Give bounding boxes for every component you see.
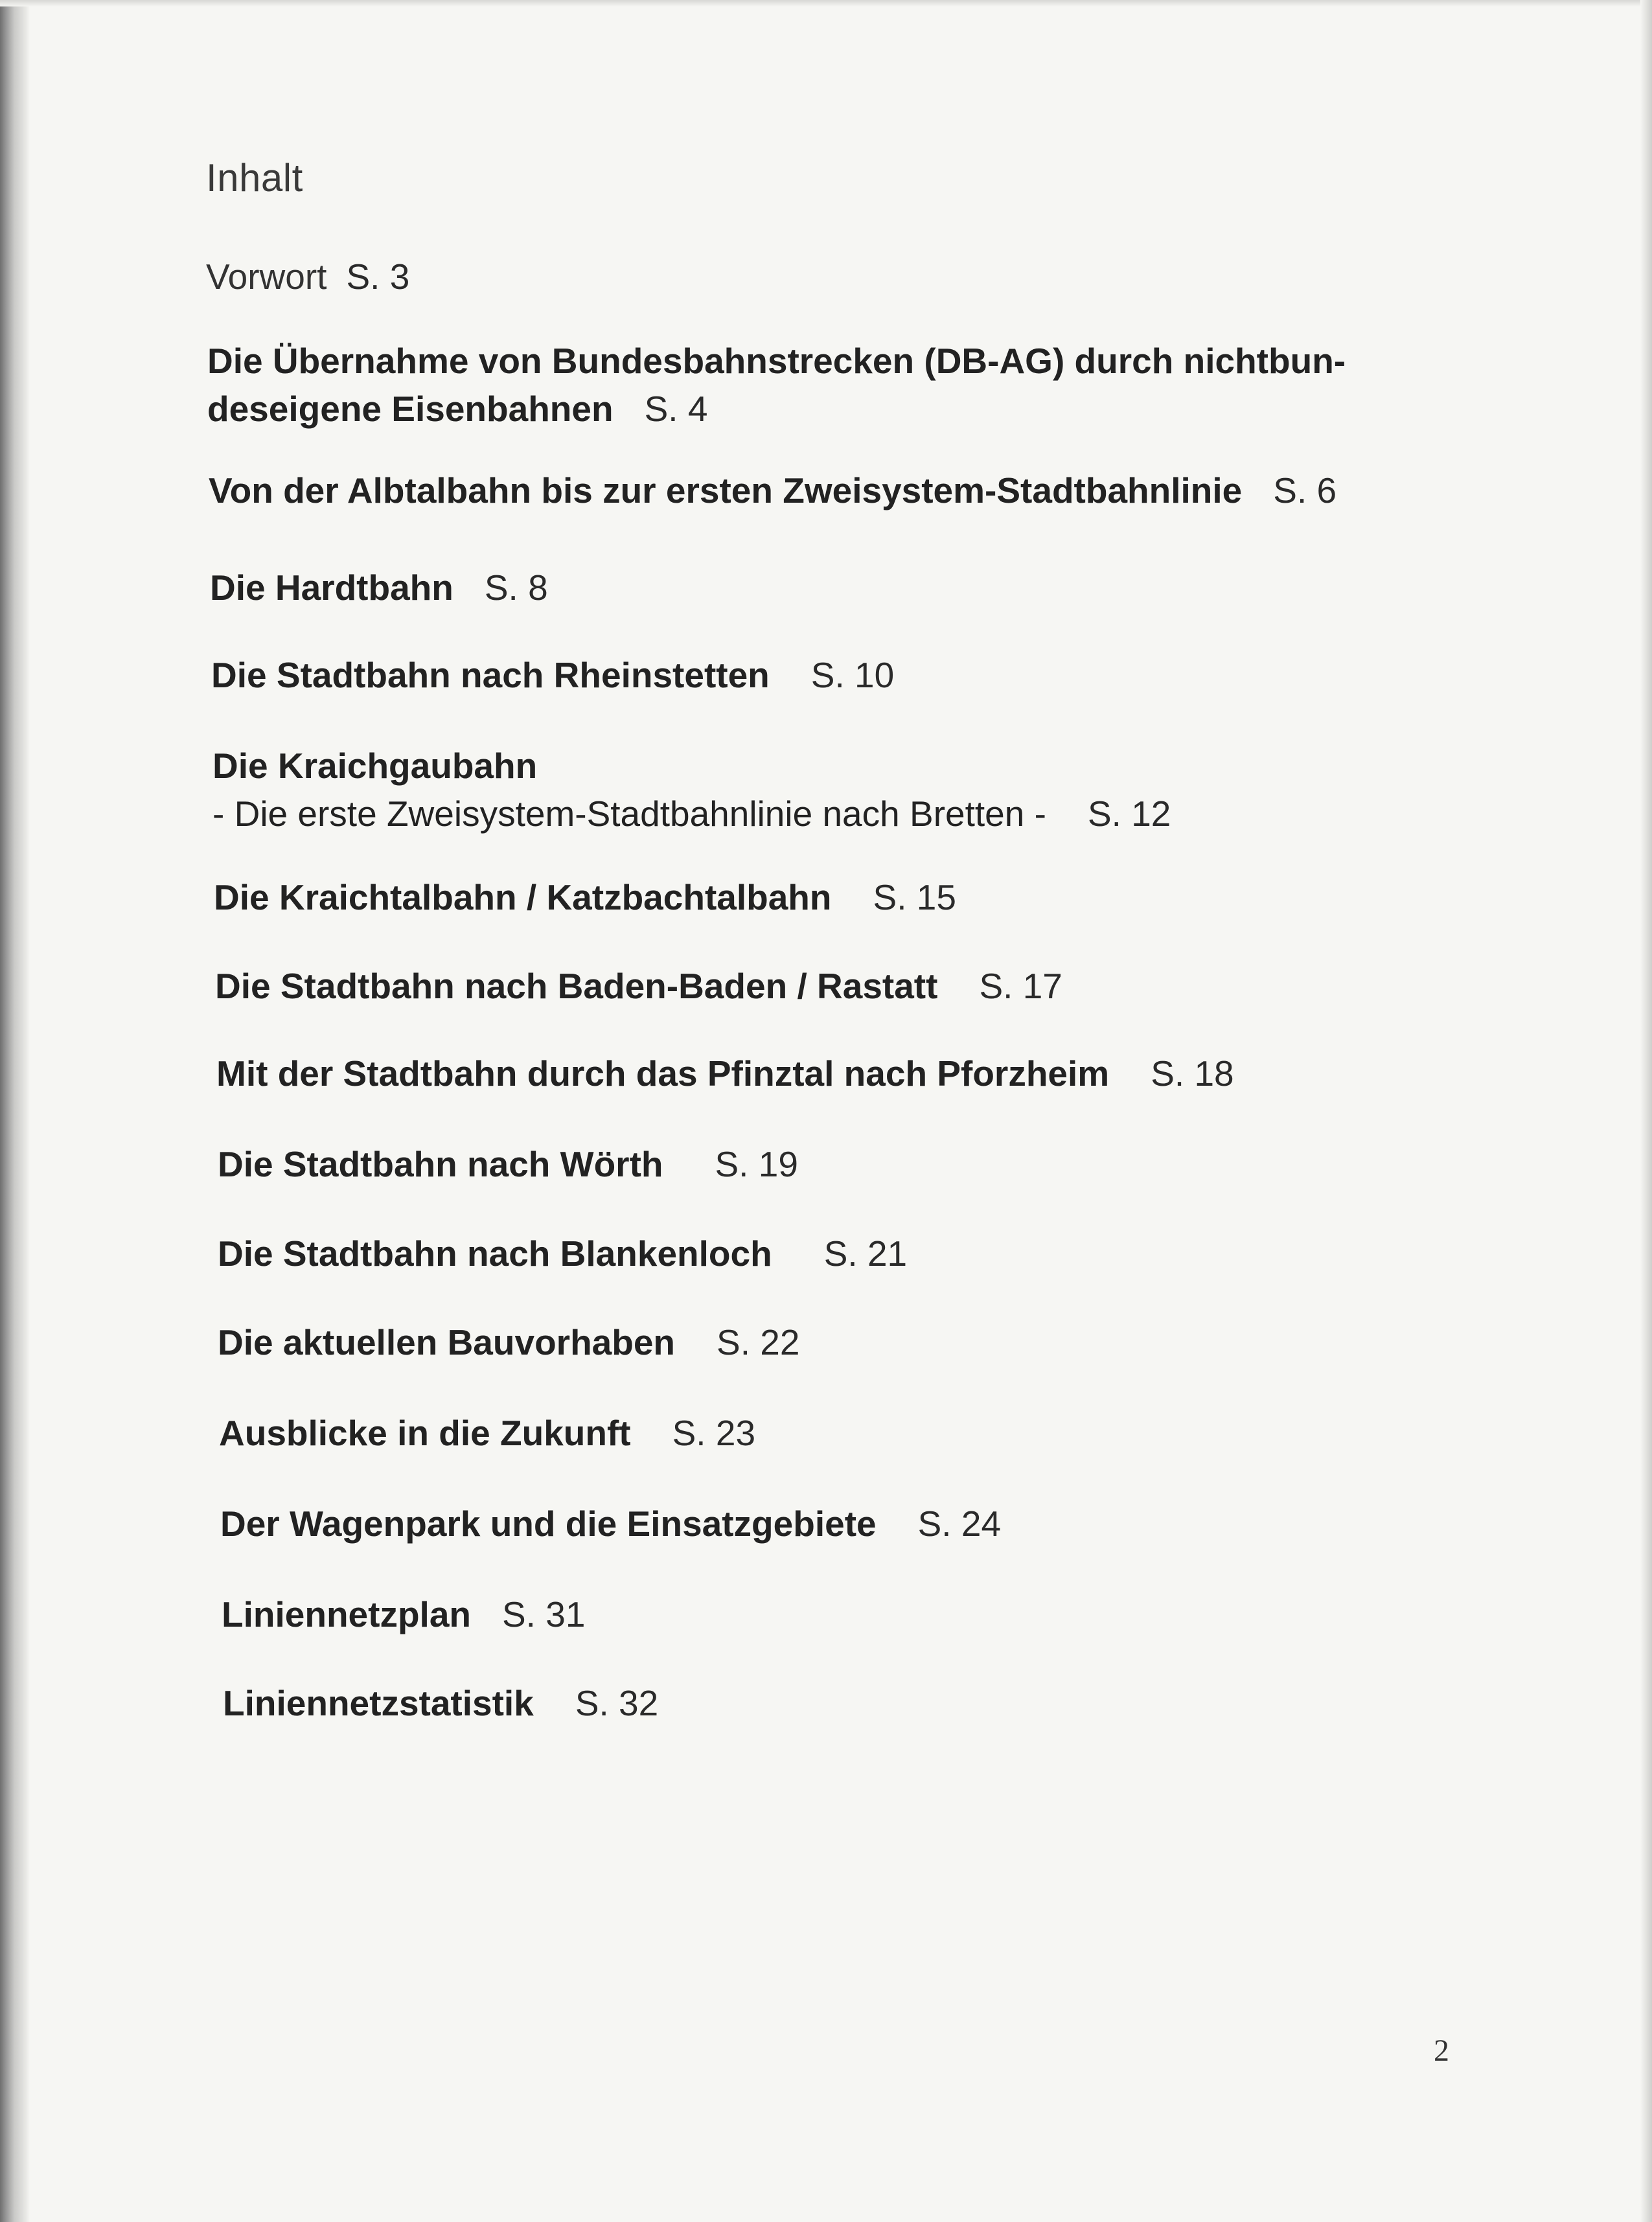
scan-edge-left xyxy=(0,0,30,2222)
toc-entry-title: Liniennetzplan xyxy=(222,1594,471,1634)
toc-entry-hardtbahn xyxy=(210,564,548,612)
toc-entry-kraichgaubahn xyxy=(212,742,1171,838)
toc-entry-page: S. 3 xyxy=(346,257,410,297)
toc-entry-wagenpark xyxy=(220,1500,1001,1548)
toc-entry-page: S. 17 xyxy=(979,966,1062,1006)
toc-entry-vorwort xyxy=(206,253,409,301)
page-title: Inhalt xyxy=(206,156,303,200)
toc-entry-albtalbahn xyxy=(209,466,1337,514)
scan-edge-top xyxy=(0,0,1652,6)
toc-entry-zukunft xyxy=(219,1409,755,1457)
toc-entry-page: S. 18 xyxy=(1151,1053,1234,1094)
toc-entry-baden-baden xyxy=(215,962,1062,1010)
toc-entry-page: S. 22 xyxy=(717,1322,800,1362)
toc-entry-title: Die Kraichgaubahn xyxy=(212,746,538,786)
toc-entry-page: S. 32 xyxy=(575,1683,659,1723)
toc-entry-page: S. 15 xyxy=(873,877,956,917)
toc-entry-page: S. 23 xyxy=(672,1413,756,1453)
toc-entry-title: Die aktuellen Bauvorhaben xyxy=(218,1322,676,1362)
toc-entry-uebernahme xyxy=(207,337,1346,433)
toc-entry-title: Die Stadtbahn nach Baden-Baden / Rastatt xyxy=(215,966,938,1006)
toc-entry-liniennetzplan xyxy=(222,1590,585,1638)
toc-entry-page: S. 10 xyxy=(810,655,895,695)
toc-entry-title: Ausblicke in die Zukunft xyxy=(219,1413,631,1453)
toc-entry-title: Von der Albtalbahn bis zur ersten Zweisystem-Stadtbahnlinie xyxy=(209,470,1243,510)
scan-edge-right xyxy=(1640,0,1652,2222)
toc-entry-title: Der Wagenpark und die Einsatzgebiete xyxy=(220,1504,877,1544)
toc-entry-page: S. 4 xyxy=(644,389,708,429)
toc-entry-subtitle: - Die erste Zweisystem-Stadtbahnlinie nach Bretten - xyxy=(212,794,1046,834)
toc-entry-page: S. 21 xyxy=(823,1233,908,1274)
toc-entry-title: Die Stadtbahn nach Wörth xyxy=(218,1144,663,1184)
toc-entry-title: Liniennetzstatistik xyxy=(223,1683,534,1723)
toc-entry-pfinztal xyxy=(216,1049,1234,1097)
toc-entry-title: Vorwort xyxy=(206,257,327,297)
toc-entry-woerth xyxy=(218,1140,798,1188)
toc-entry-liniennetzstatistik xyxy=(223,1679,658,1727)
toc-entry-blankenloch xyxy=(218,1230,907,1277)
toc-entry-page: S. 8 xyxy=(484,567,548,608)
toc-entry-title: Die Hardtbahn xyxy=(210,567,453,608)
toc-entry-rheinstetten xyxy=(211,651,894,699)
toc-entry-title-line1: Die Übernahme von Bundesbahnstrecken (DB-AG) durch nichtbun- xyxy=(207,341,1346,381)
toc-entry-title-line2: deseigene Eisenbahnen xyxy=(207,389,614,429)
page-number: 2 xyxy=(1434,2033,1449,2068)
toc-entry-title: Die Stadtbahn nach Blankenloch xyxy=(218,1233,772,1274)
toc-entry-page: S. 12 xyxy=(1087,794,1171,834)
toc-entry-page: S. 6 xyxy=(1273,470,1337,510)
toc-entry-page: S. 24 xyxy=(917,1504,1002,1544)
toc-entry-page: S. 31 xyxy=(502,1594,586,1634)
toc-entry-title: Die Stadtbahn nach Rheinstetten xyxy=(211,655,770,695)
toc-entry-kraichtalbahn xyxy=(214,873,956,921)
toc-entry-page: S. 19 xyxy=(715,1144,798,1184)
toc-entry-bauvorhaben xyxy=(218,1318,799,1366)
toc-entry-title: Mit der Stadtbahn durch das Pfinztal nach Pforzheim xyxy=(216,1053,1110,1094)
toc-entry-title: Die Kraichtalbahn / Katzbachtalbahn xyxy=(214,877,832,917)
